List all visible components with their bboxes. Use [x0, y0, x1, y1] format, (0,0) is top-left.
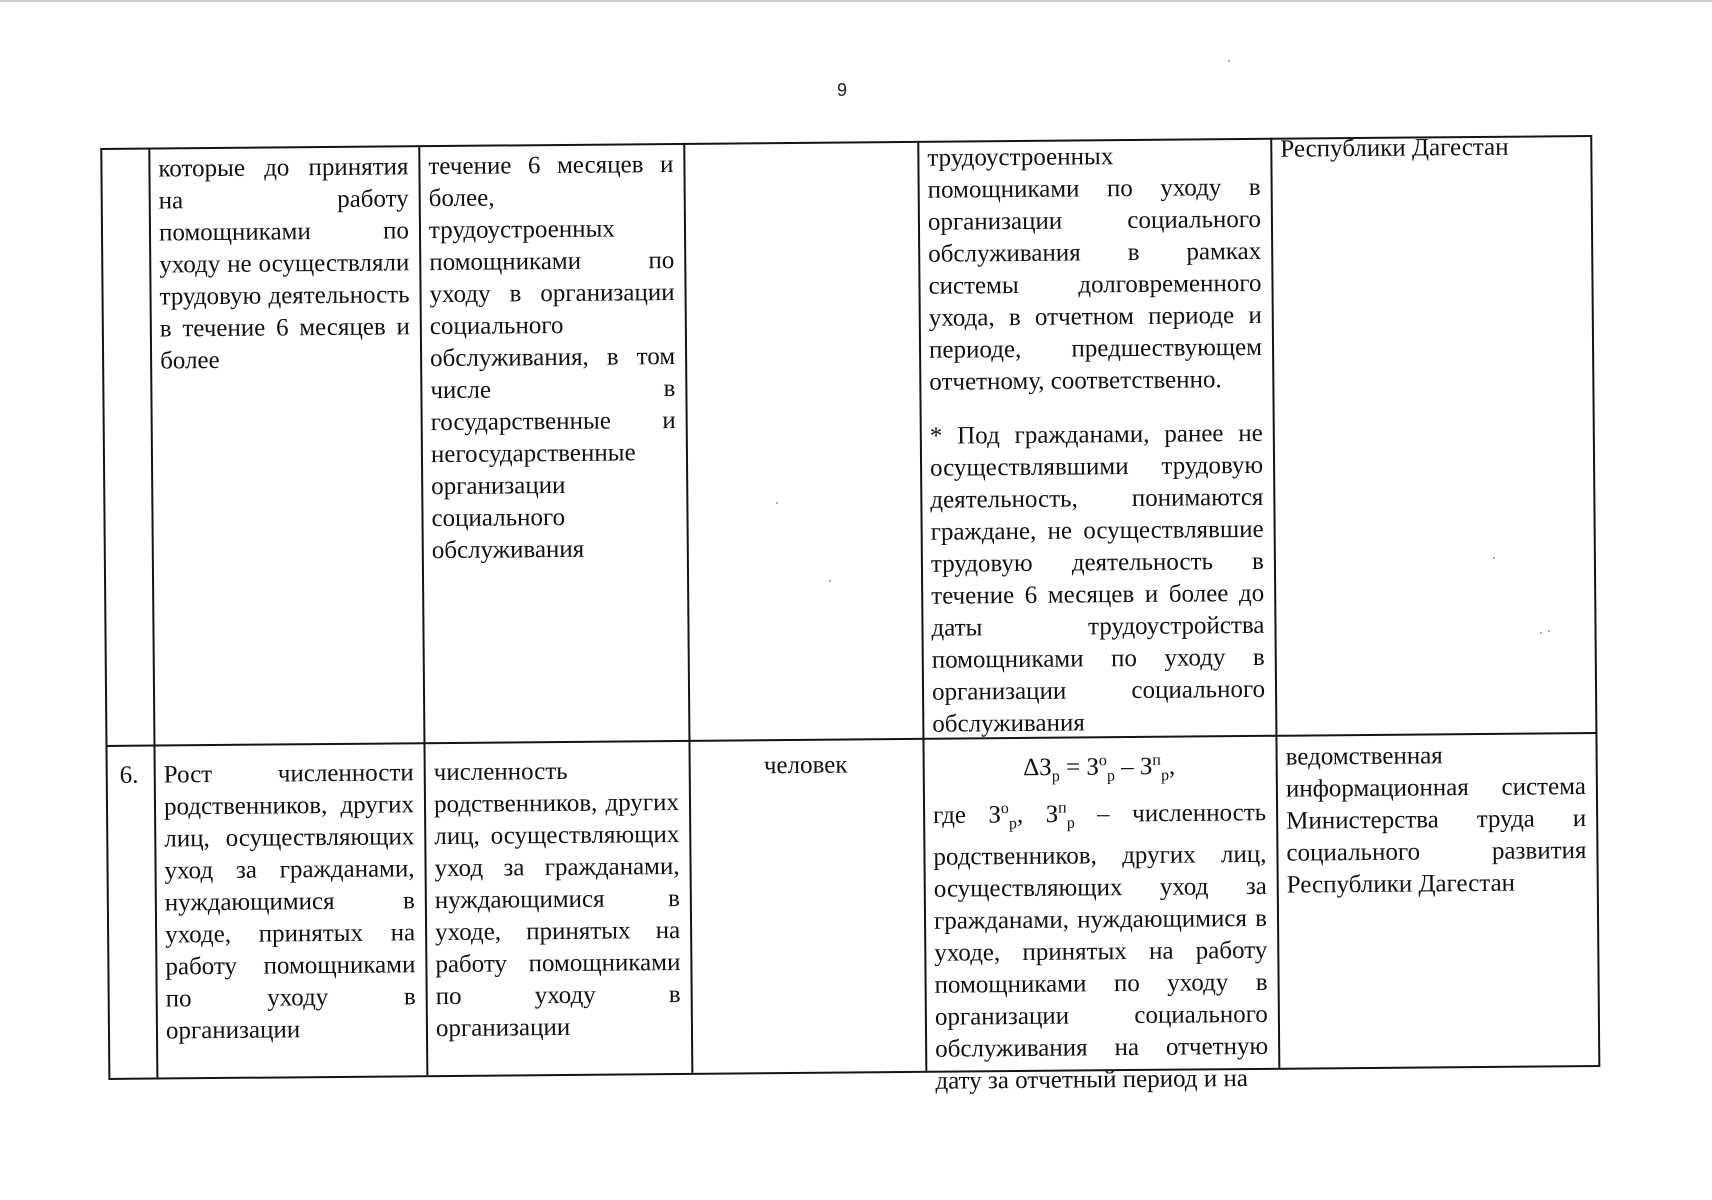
method-text: трудоустроенных помощниками по уходу в организации социального обслуживания в рамках системы долговременного ухода, в отчетном периоде и периоде, предшествующем отчетному, соответственно. — [927, 143, 1263, 396]
scan-edge-line — [0, 0, 1712, 2]
table-bottom-border — [108, 1065, 1600, 1080]
formula-delta-z: ΔЗ — [1023, 754, 1052, 782]
formula-term: З — [1139, 753, 1153, 781]
where-prefix: где — [933, 802, 967, 830]
formula-minus: – — [1121, 753, 1134, 781]
document-table — [100, 105, 1600, 1095]
formula-sup: п — [1152, 751, 1162, 769]
source-cell — [1270, 125, 1590, 170]
col-border — [100, 148, 110, 1078]
formula-sub: р — [1161, 767, 1170, 785]
method-cell — [917, 134, 1275, 745]
unit-cell — [683, 141, 917, 153]
indicator-name-text: Рост численности родственников, других лиц, осуществляющих уход за гражданами, нуждающимися в уходе, принятых на работу помощниками по уходу в организации — [163, 759, 416, 1045]
where-text: – численность родственников, других лиц, осуществляющих уход за гражданами, нуждающимися в уходе, принятых на работу помощниками по уходу в организации социального обслуживания на отчетную дату за отчетный период и на — [933, 799, 1269, 1095]
formula-sup: о — [1098, 752, 1107, 770]
indicator-definition-text: течение 6 месяцев и более, трудоустроенных помощниками по уходу в организации социального обслуживания, в том числе в государственные и негосударственные организации социального обслуживания — [428, 150, 676, 565]
formula-comma: , — [1168, 752, 1176, 781]
formula-sup: п — [1058, 799, 1067, 817]
source-text: ведомственная информационная система Министерства труда и социального развития Республики Дагестан — [1285, 742, 1587, 899]
row-number — [106, 754, 154, 796]
scan-speck — [1228, 60, 1230, 62]
method-footnote: * Под гражданами, ранее не осуществлявшими трудовую деятельность, понимаются граждане, не осуществлявшие трудовую деятельность в течение 6 месяцев и более до даты трудоустройства помощниками по уходу в организации социального обслуживания — [929, 419, 1266, 738]
formula-term: З — [1086, 753, 1100, 781]
indicator-name-text: которые до принятия на работу помощниками по уходу не осуществляли трудовую деятельность в течение 6 месяцев и более — [158, 153, 410, 375]
row-number-text: 6. — [119, 761, 139, 789]
source-cell — [1275, 733, 1596, 906]
method-cell — [922, 738, 1278, 1102]
formula-sub: р — [1106, 767, 1116, 785]
indicator-name-cell — [148, 145, 420, 381]
formula-term: З — [988, 801, 1002, 829]
unit-text: человек — [763, 751, 848, 780]
col-border — [1590, 135, 1600, 1065]
indicator-definition-cell — [424, 749, 692, 1049]
indicator-name-cell — [154, 751, 427, 1051]
formula-sub: р — [1051, 767, 1060, 786]
unit-cell — [688, 743, 922, 787]
page-number: 9 — [837, 80, 848, 100]
source-text: Республики Дагестан — [1280, 133, 1509, 163]
formula-term: З — [1045, 801, 1059, 829]
formula-sub: р — [1008, 815, 1018, 833]
indicator-definition-text: численность родственников, других лиц, осуществляющих уход за гражданами, нуждающимися в уходе, принятых на работу помощниками по уходу в организации — [433, 757, 681, 1043]
unit-text — [693, 147, 907, 149]
method-text: где $З^о_р$, $З^п_р$ – численность родственников, других лиц, осуществляющих уход за гражданами, нуждающимися в уходе, принятых на работу помощниками по уходу в организации социального обслуживания на отчетную дату за отчетный период и на — [933, 799, 1269, 1095]
formula-sup: о — [1000, 800, 1009, 818]
indicator-definition-cell — [418, 143, 687, 571]
formula-sub: р — [1066, 815, 1075, 833]
formula — [933, 744, 1266, 794]
formula-equals: = — [1065, 753, 1081, 781]
